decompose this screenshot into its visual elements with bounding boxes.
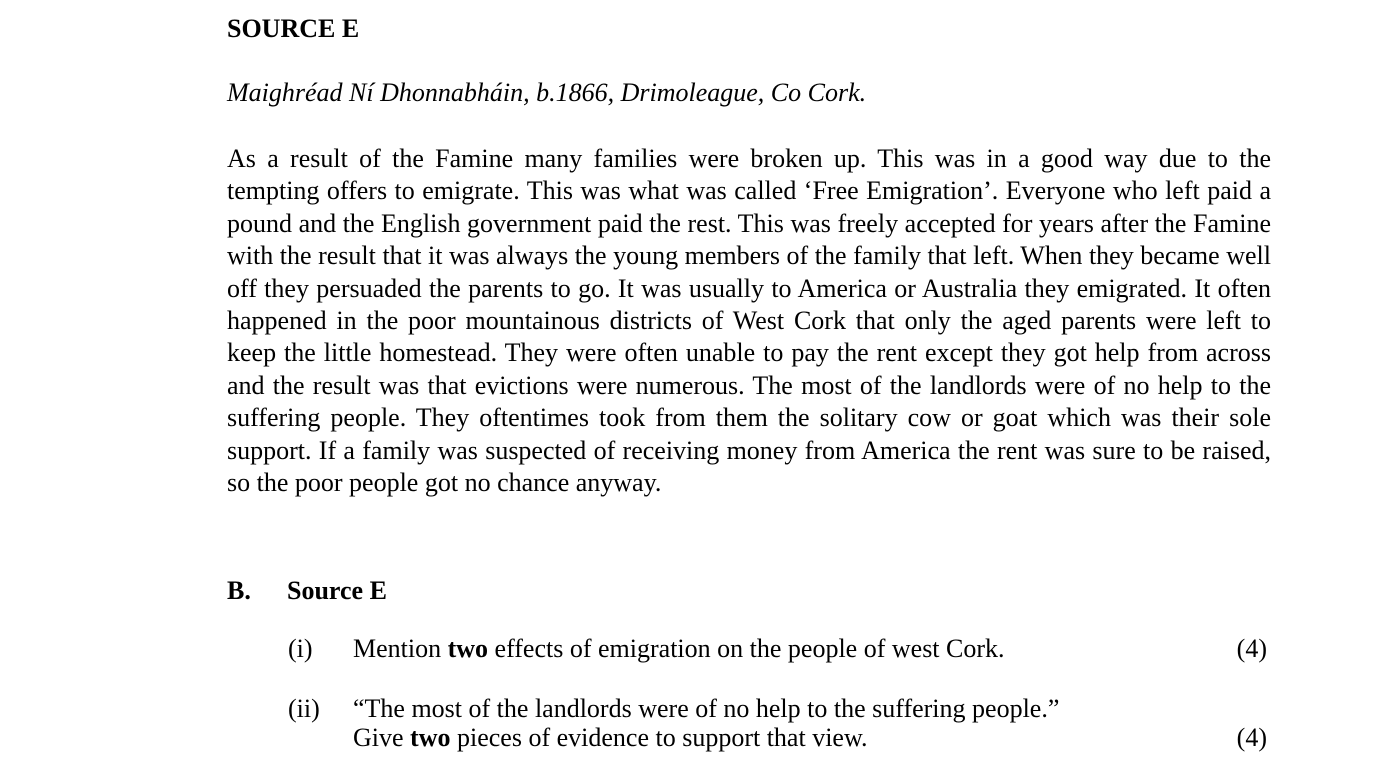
question-1-text-pre: Mention (353, 634, 448, 663)
source-attribution: Maighréad Ní Dhonnabháin, b.1866, Drimoleague, Co Cork. (227, 78, 867, 107)
source-passage: As a result of the Famine many families were broken up. This was in a good way due to the tempting offers to emigrate. This was what was called ‘Free Emigration’. Everyone who left paid a pound and the English government paid the rest. This was freely accepted for years after the Famine with the result that it was always the young members of the family that left. When they became well off they persuaded the parents to go. It was usually to America or Australia they emigrated. It often happened in the poor mountainous districts of West Cork that only the aged parents were left to keep the little homestead. They were often unable to pay the rent except they got help from across and the result was that evictions were numerous. The most of the landlords were of no help to the suffering people. They oftentimes took from them the solitary cow or goat which was their sole support. If a family was suspected of receiving money from America the rent was sure to be raised, so the poor people got no chance anyway. (227, 144, 1271, 498)
question-2-marks: (4) (1236, 723, 1267, 752)
question-1-text-post: effects of emigration on the people of west Cork. (488, 634, 1005, 663)
section-letter: B. (227, 576, 251, 605)
source-heading: SOURCE E (227, 14, 360, 43)
question-2-text-post: pieces of evidence to support that view. (450, 723, 868, 752)
question-2-quote: “The most of the landlords were of no help to the suffering people.” (353, 694, 1060, 723)
question-2-text-bold: two (410, 723, 451, 752)
question-1-marks: (4) (1236, 634, 1267, 663)
question-1-number: (i) (288, 634, 313, 663)
question-1-text-bold: two (447, 634, 489, 663)
question-2-text (353, 723, 868, 753)
question-2-number: (ii) (288, 694, 320, 723)
question-2-text-pre: Give (353, 723, 411, 752)
section-title: Source E (287, 576, 387, 605)
question-1-text (353, 634, 1005, 664)
